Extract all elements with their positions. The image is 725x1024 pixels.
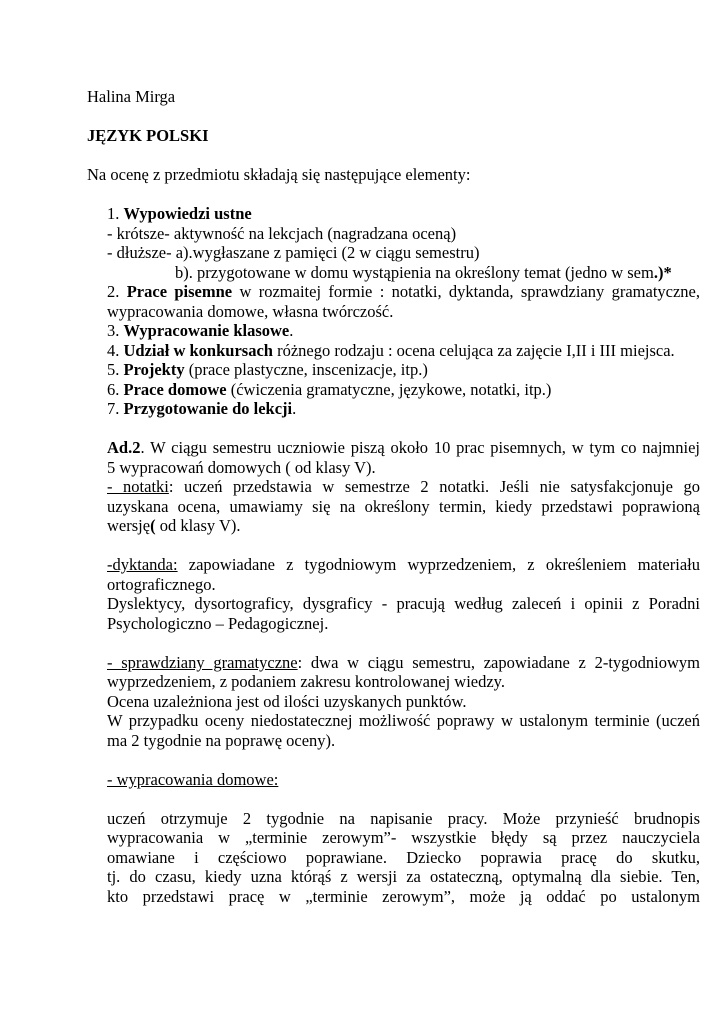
list-item-1-long-a: - dłuższe- a).wygłaszane z pamięci (2 w ciągu semestru) [107,243,480,262]
dyktanda-line-4: Psychologiczno – Pedagogicznej. [107,614,329,633]
dyktanda-line-3: Dyslektycy, dysortograficy, dysgraficy - pracują według zaleceń i opinii z Poradni [107,594,700,613]
list-item-2-title: Prace pisemne [126,282,233,301]
list-item-5: 5. Projekty (prace plastyczne, inscenizacje, itp.) [107,360,428,379]
list-item-4: 4. Udział w konkursach różnego rodzaju : ocena celująca za zajęcie I,II i III miejsca. [107,341,675,360]
wypracowania-heading [107,770,700,790]
sprawdziany-line-4: W przypadku oceny niedostatecznej możliwość poprawy w ustalonym terminie (uczeń [107,711,700,730]
wypracowania-line-2: wypracowania w „terminie zerowym”- wszystkie błędy są przez nauczyciela [107,828,700,847]
author-name: Halina Mirga [87,87,176,106]
notatki-line-3: wersję( od klasy V). [107,516,241,535]
dyktanda-line-1: -dyktanda: zapowiadane z tygodniowym wyprzedzeniem, z określeniem materiału [107,555,700,574]
sprawdziany-label: - sprawdziany gramatyczne [107,653,298,672]
dyktanda-line-2: ortograficznego. [107,575,216,594]
list-item-7-title: Przygotowanie do lekcji [123,399,293,418]
wypracowania-line-3: omawiane i częściowo poprawiane. Dziecko poprawia pracę do skutku, [107,848,700,867]
list-item-2: 2. Prace pisemne w rozmaitej formie : notatki, dyktanda, sprawdziany gramatyczne, [107,282,700,301]
sprawdziany-line-3: Ocena uzależniona jest od ilości uzyskanych punktów. [107,692,467,711]
ad2-line-1: Ad.2. W ciągu semestru uczniowie piszą około 10 prac pisemnych, w tym co najmniej [107,438,700,457]
sprawdziany-line-1: - sprawdziany gramatyczne: dwa w ciągu semestru, zapowiadane z 2-tygodniowym [107,653,700,672]
list-item-3-title: Wypracowanie klasowe [123,321,290,340]
dyktanda-label: -dyktanda: [107,555,178,574]
list-item-6-title: Prace domowe [123,380,227,399]
notatki-label: - notatki [107,477,169,496]
list-item-5-title: Projekty [123,360,185,379]
list-item-4-title: Udział w konkursach [123,341,273,360]
wypracowania-line-1: uczeń otrzymuje 2 tygodnie na napisanie pracy. Może przynieść brudnopis [107,809,700,828]
list-item-2-cont: wypracowania domowe, własna twórczość. [107,302,394,321]
list-item-1-short: - krótsze- aktywność na lekcjach (nagradzana oceną) [107,224,457,243]
ad2-label: Ad.2 [107,438,141,457]
list-item-7: 7. Przygotowanie do lekcji. [107,399,297,418]
list-item-1: 1. Wypowiedzi ustne [107,204,252,223]
list-item-1-title: Wypowiedzi ustne [123,204,252,223]
notatki-line-1: - notatki: uczeń przedstawia w semestrze 2 notatki. Jeśli nie satysfakcjonuje go [107,477,700,496]
ad2-line-2: 5 wypracowań domowych ( od klasy V). [107,458,376,477]
notatki-line-2: uzyskana ocena, umawiamy się na określony termin, kiedy przedstawi poprawioną [107,497,700,516]
list-item-1-long-b: b). przygotowane w domu wystąpienia na określony temat (jedno w sem.)* [175,263,672,282]
sprawdziany-line-2: wyprzedzeniem, z podaniem zakresu kontrolowanej wiedzy. [107,672,505,691]
list-item-6: 6. Prace domowe (ćwiczenia gramatyczne, językowe, notatki, itp.) [107,380,552,399]
wypracowania-line-4: tj. do czasu, kiedy uzna którąś z wersji za ostateczną, optymalną dla siebie. Ten, [107,867,700,886]
list-item-3: 3. Wypracowanie klasowe. [107,321,294,340]
wypracowania-label: - wypracowania domowe: [107,770,279,789]
sprawdziany-line-5: ma 2 tygodnie na poprawę oceny). [107,731,336,750]
intro-text: Na ocenę z przedmiotu składają się następujące elementy: [87,165,471,184]
wypracowania-line-5: kto przedstawi pracę w „terminie zerowym”, może ją oddać po ustalonym [107,887,700,906]
subject-title: JĘZYK POLSKI [87,126,209,145]
